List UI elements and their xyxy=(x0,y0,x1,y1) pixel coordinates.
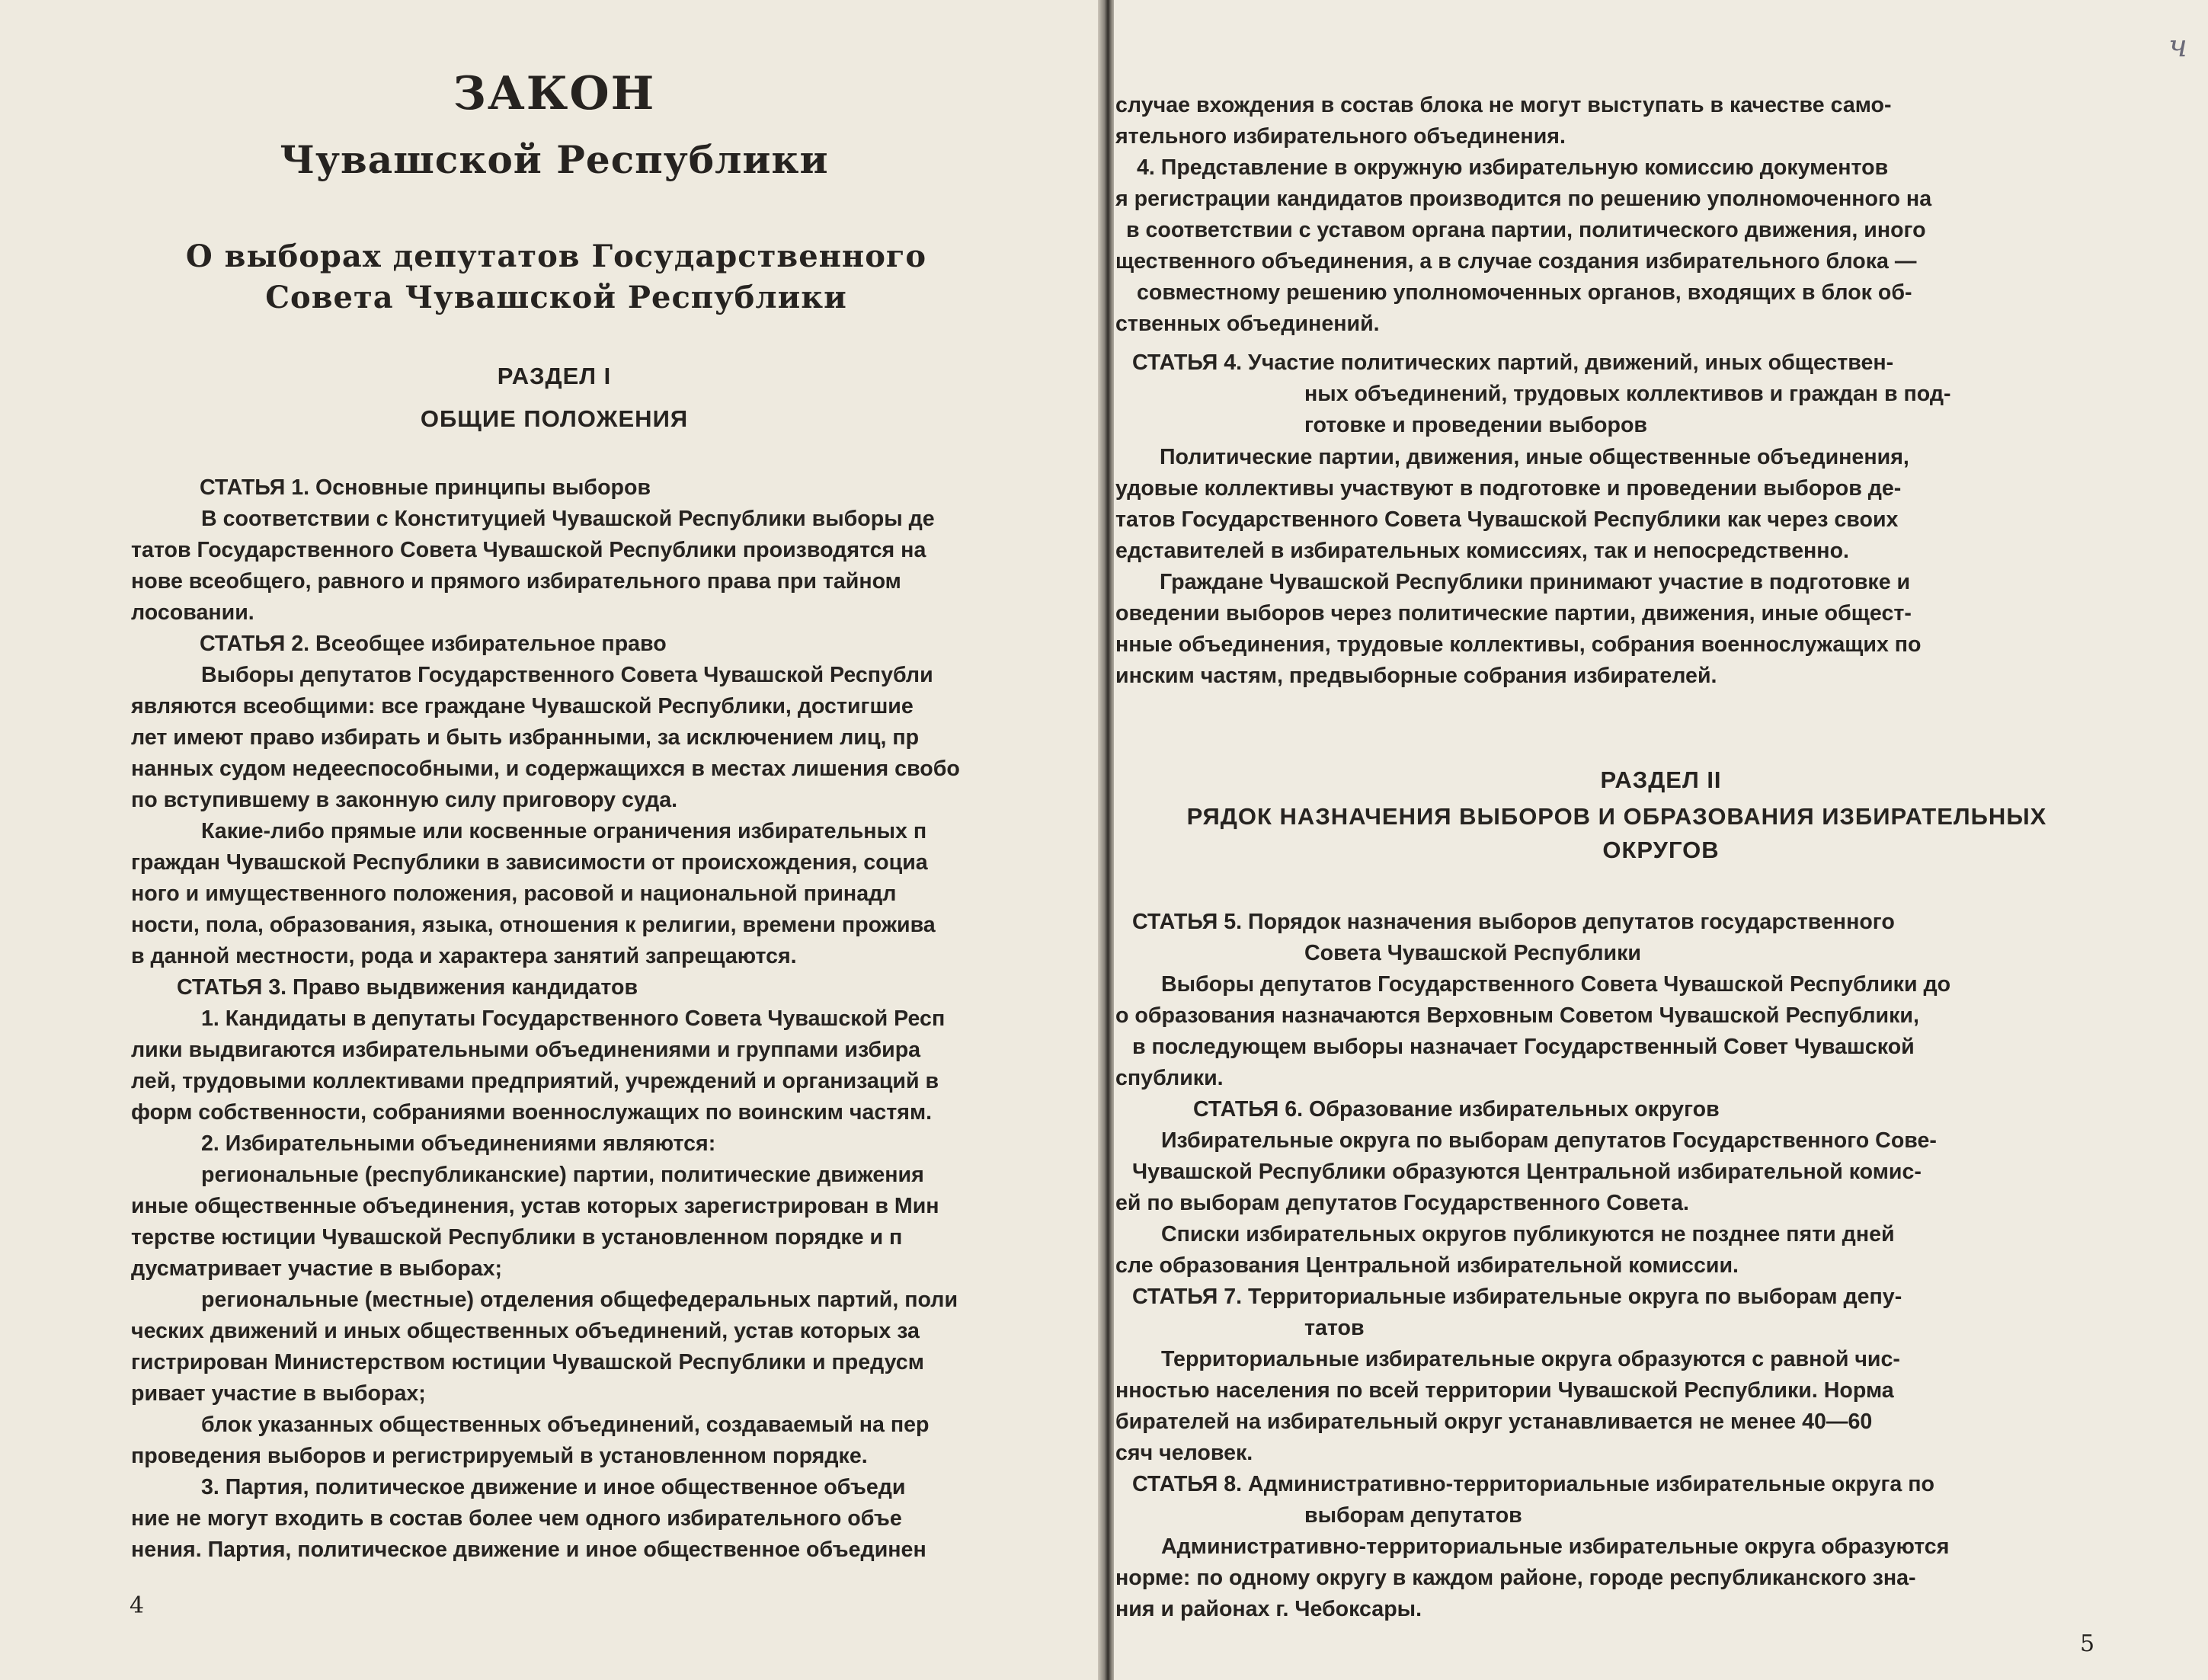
law-subtitle: Чувашской Республики xyxy=(280,137,829,182)
text-line: проведения выборов и регистрируемый в установленном порядке. xyxy=(131,1444,868,1468)
page-number-right: 5 xyxy=(2080,1630,2095,1657)
text-line: татов Государственного Совета Чувашской Республики как через своих xyxy=(1115,507,1899,532)
text-line: в соответствии с уставом органа партии, политического движения, иного xyxy=(1126,218,1926,242)
text-line: оведении выборов через политические партии, движения, иные общест- xyxy=(1115,601,1912,626)
text-line: щественного объединения, а в случае создания избирательного блока — xyxy=(1115,249,1917,274)
page-number-left: 4 xyxy=(130,1592,145,1619)
right-page-continuation xyxy=(1115,90,2098,340)
text-line: терстве юстиции Чувашской Республики в установленном порядке и п xyxy=(131,1225,903,1250)
article-6-body xyxy=(1115,1125,2098,1282)
text-line: Граждане Чувашской Республики принимают участие в подготовке и xyxy=(1160,570,1911,594)
text-line: едставителей в избирательных комиссиях, так и непосредственно. xyxy=(1115,539,1849,563)
article-8-title-line-2: выборам депутатов xyxy=(1304,1503,1522,1528)
text-line: иные общественные объединения, устав которых зарегистрирован в Мин xyxy=(131,1194,939,1218)
text-line: сле образования Центральной избирательной комиссии. xyxy=(1115,1253,1739,1278)
text-line: я регистрации кандидатов производится по решению уполномоченного на xyxy=(1115,187,1932,211)
section-2-title-line-2: ОКРУГОВ xyxy=(1602,837,1720,863)
text-line: 1. Кандидаты в депутаты Государственного Совета Чувашской Респ xyxy=(201,1006,946,1031)
article-7-body xyxy=(1115,1344,2098,1469)
text-line: татов Государственного Совета Чувашской Республики производятся на xyxy=(131,538,926,562)
text-line: ривает участие в выборах; xyxy=(131,1381,426,1406)
article-6-title: СТАТЬЯ 6. Образование избирательных округов xyxy=(1193,1097,1720,1122)
law-title: ЗАКОН xyxy=(453,67,656,120)
text-line: спублики. xyxy=(1115,1066,1224,1090)
section-1-label: РАЗДЕЛ I xyxy=(497,363,612,389)
text-line: инским частям, предвыборные собрания избирателей. xyxy=(1115,664,1717,688)
text-line: о образования назначаются Верховным Советом Чувашской Республики, xyxy=(1115,1003,1919,1028)
text-line: 4. Представление в окружную избирательную комиссию документов xyxy=(1137,155,1889,180)
text-line: по вступившему в законную силу приговору суда. xyxy=(131,788,678,812)
text-line: ного и имущественного положения, расовой и национальной принадл xyxy=(131,882,897,906)
text-line: дусматривает участие в выборах; xyxy=(131,1256,503,1281)
text-line: Административно-территориальные избирательные округа образуются xyxy=(1161,1534,1950,1559)
text-line: являются всеобщими: все граждане Чувашской Республики, достигшие xyxy=(131,694,914,718)
text-line: региональные (местные) отделения общефедеральных партий, поли xyxy=(201,1288,958,1312)
text-line: нные объединения, трудовые коллективы, собрания военнослужащих по xyxy=(1115,632,1922,657)
section-2-title-line-1: РЯДОК НАЗНАЧЕНИЯ ВЫБОРОВ И ОБРАЗОВАНИЯ ИЗБИРАТЕЛЬНЫХ xyxy=(1186,803,2047,830)
text-line: Избирательные округа по выборам депутатов Государственного Сове- xyxy=(1161,1128,1937,1153)
article-5-title-line-1: СТАТЬЯ 5. Порядок назначения выборов депутатов государственного xyxy=(1132,910,1895,934)
section-2-label: РАЗДЕЛ II xyxy=(1600,766,1722,793)
article-7-title-line-2: татов xyxy=(1304,1316,1365,1340)
text-line: Списки избирательных округов публикуются не позднее пяти дней xyxy=(1161,1222,1895,1246)
text-line: нове всеобщего, равного и прямого избирательного права при тайном xyxy=(131,569,901,594)
text-line: граждан Чувашской Республики в зависимости от происхождения, социа xyxy=(131,850,928,875)
text-line: гистрирован Министерством юстиции Чувашской Республики и предусм xyxy=(131,1350,924,1374)
text-line: бирателей на избирательный округ устанавливается не менее 40—60 xyxy=(1115,1410,1873,1434)
right-page xyxy=(1114,0,2208,1680)
text-line: нения. Партия, политическое движение и иное общественное объединен xyxy=(131,1538,926,1562)
article-4-title-line-3: готовке и проведении выборов xyxy=(1304,413,1648,437)
article-8-body xyxy=(1115,1531,2098,1625)
article-4-title-line-1: СТАТЬЯ 4. Участие политических партий, движений, иных обществен- xyxy=(1132,350,1894,375)
text-line: ности, пола, образования, языка, отношения к религии, времени прожива xyxy=(131,913,936,937)
text-line: 2. Избирательными объединениями являются: xyxy=(201,1131,716,1156)
text-line: Выборы депутатов Государственного Совета Чувашской Республи xyxy=(201,663,933,687)
text-line: удовые коллективы участвуют в подготовке и проведении выборов де- xyxy=(1115,476,1902,501)
text-line: совместному решению уполномоченных органов, входящих в блок об- xyxy=(1137,280,1912,305)
text-line: Территориальные избирательные округа образуются с равной чис- xyxy=(1161,1347,1900,1371)
text-line: В соответствии с Конституцией Чувашской Республики выборы де xyxy=(201,507,935,531)
text-line: Какие-либо прямые или косвенные ограничения избирательных п xyxy=(201,819,927,843)
article-5-title-line-2: Совета Чувашской Республики xyxy=(1304,941,1641,965)
article-4-body xyxy=(1115,442,2098,692)
article-7-title-line-1: СТАТЬЯ 7. Территориальные избирательные округа по выборам депу- xyxy=(1132,1285,1902,1309)
text-line: ятельного избирательного объединения. xyxy=(1115,124,1566,149)
law-name xyxy=(46,236,1067,318)
article-8-title-line-1: СТАТЬЯ 8. Административно-территориальные избирательные округа по xyxy=(1132,1472,1934,1496)
law-name-line-1: О выборах депутатов Государственного xyxy=(185,238,927,274)
text-line: ния и районах г. Чебоксары. xyxy=(1115,1597,1422,1621)
text-line: ей по выборам депутатов Государственного Совета. xyxy=(1115,1191,1689,1215)
text-line: случае вхождения в состав блока не могут выступать в качестве само- xyxy=(1115,93,1892,117)
article-4-title-line-2: ных объединений, трудовых коллективов и граждан в под- xyxy=(1304,382,1951,406)
text-line: блок указанных общественных объединений, создаваемый на пер xyxy=(201,1413,930,1437)
text-line: форм собственности, собраниями военнослужащих по воинским частям. xyxy=(131,1100,933,1125)
text-line: норме: по одному округу в каждом районе, городе республиканского зна- xyxy=(1115,1566,1916,1590)
text-line: Политические партии, движения, иные общественные объединения, xyxy=(1160,445,1909,469)
text-line: лосовании. xyxy=(131,600,254,625)
text-line: лей, трудовыми коллективами предприятий, учреждений и организаций в xyxy=(131,1069,939,1093)
text-line: нностью населения по всей территории Чувашской Республики. Норма xyxy=(1115,1378,1894,1403)
section-1-title: ОБЩИЕ ПОЛОЖЕНИЯ xyxy=(420,405,689,432)
text-line: сяч человек. xyxy=(1115,1441,1253,1465)
text-line: 3. Партия, политическое движение и иное общественное объеди xyxy=(201,1475,906,1499)
text-line: СТАТЬЯ 1. Основные принципы выборов xyxy=(200,475,651,500)
text-line: региональные (республиканские) партии, политические движения xyxy=(201,1163,924,1187)
text-line: в данной местности, рода и характера занятий запрещаются. xyxy=(131,944,797,968)
text-line: ние не могут входить в состав более чем одного избирательного объе xyxy=(131,1506,902,1531)
text-line: лет имеют право избирать и быть избранными, за исключением лиц, пр xyxy=(131,725,920,750)
text-line: ственных объединений. xyxy=(1115,312,1380,336)
text-line: Выборы депутатов Государственного Совета Чувашской Республики до xyxy=(1161,972,1951,997)
left-page-body xyxy=(131,472,1097,1566)
text-line: Чувашской Республики образуются Центральной избирательной комис- xyxy=(1132,1160,1922,1184)
text-line: в последующем выборы назначает Государственный Совет Чувашской xyxy=(1132,1035,1915,1059)
text-line: нанных судом недееспособными, и содержащихся в местах лишения свобо xyxy=(131,757,960,781)
handwritten-mark: ч xyxy=(2168,29,2187,64)
text-line: СТАТЬЯ 3. Право выдвижения кандидатов xyxy=(177,975,638,1000)
text-line: лики выдвигаются избирательными объединениями и группами избира xyxy=(131,1038,921,1062)
article-5-body xyxy=(1115,969,2098,1094)
text-line: ческих движений и иных общественных объединений, устав которых за xyxy=(131,1319,920,1343)
text-line: СТАТЬЯ 2. Всеобщее избирательное право xyxy=(200,632,667,656)
law-name-line-2: Совета Чувашской Республики xyxy=(265,280,847,315)
